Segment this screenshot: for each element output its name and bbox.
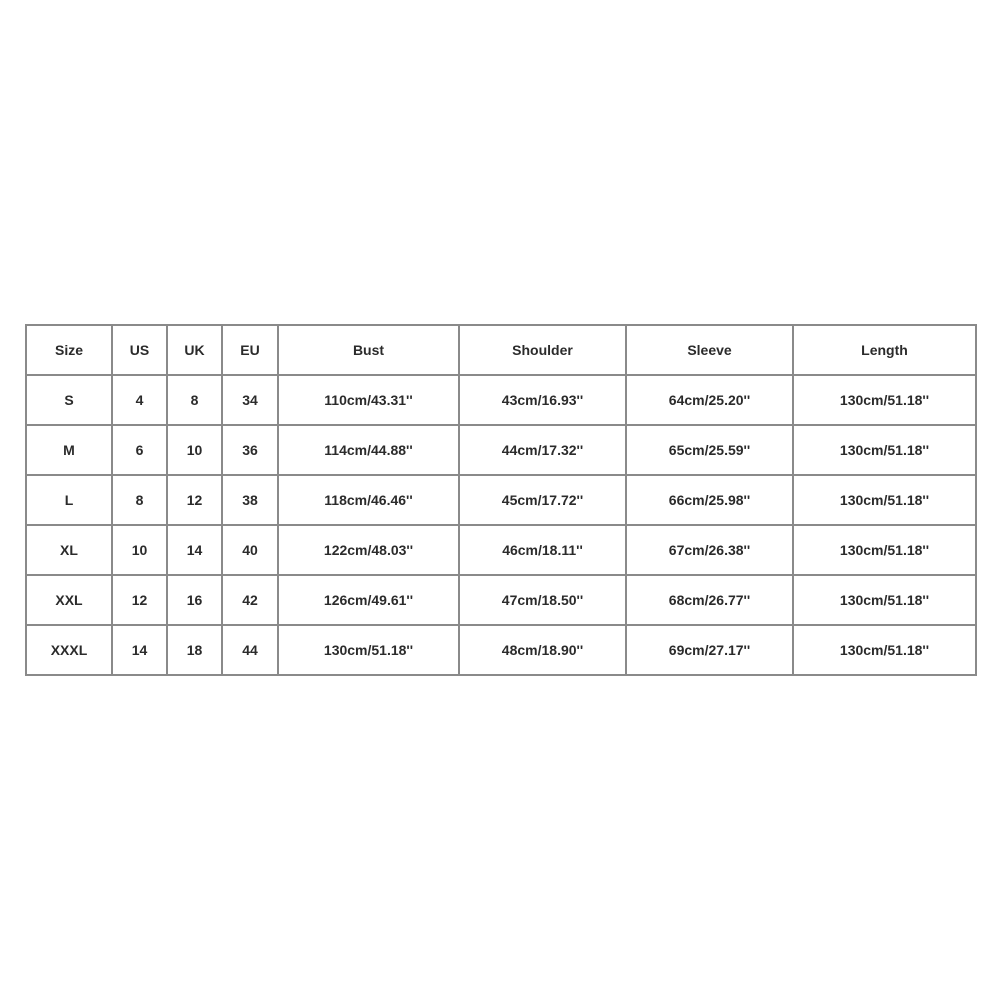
cell-eu: 40 bbox=[222, 525, 278, 575]
column-header-size: Size bbox=[26, 325, 112, 375]
cell-bust: 126cm/49.61'' bbox=[278, 575, 459, 625]
cell-shoulder: 44cm/17.32'' bbox=[459, 425, 626, 475]
cell-us: 10 bbox=[112, 525, 167, 575]
cell-shoulder: 47cm/18.50'' bbox=[459, 575, 626, 625]
cell-eu: 34 bbox=[222, 375, 278, 425]
cell-shoulder: 48cm/18.90'' bbox=[459, 625, 626, 675]
cell-uk: 14 bbox=[167, 525, 222, 575]
cell-sleeve: 68cm/26.77'' bbox=[626, 575, 793, 625]
cell-us: 8 bbox=[112, 475, 167, 525]
cell-uk: 16 bbox=[167, 575, 222, 625]
cell-length: 130cm/51.18'' bbox=[793, 575, 976, 625]
cell-length: 130cm/51.18'' bbox=[793, 425, 976, 475]
table-row bbox=[26, 525, 976, 575]
column-header-uk: UK bbox=[167, 325, 222, 375]
column-header-bust: Bust bbox=[278, 325, 459, 375]
cell-shoulder: 43cm/16.93'' bbox=[459, 375, 626, 425]
cell-us: 6 bbox=[112, 425, 167, 475]
cell-size: M bbox=[26, 425, 112, 475]
cell-sleeve: 67cm/26.38'' bbox=[626, 525, 793, 575]
cell-bust: 122cm/48.03'' bbox=[278, 525, 459, 575]
cell-eu: 38 bbox=[222, 475, 278, 525]
cell-length: 130cm/51.18'' bbox=[793, 475, 976, 525]
cell-shoulder: 46cm/18.11'' bbox=[459, 525, 626, 575]
cell-sleeve: 69cm/27.17'' bbox=[626, 625, 793, 675]
cell-uk: 18 bbox=[167, 625, 222, 675]
column-header-length: Length bbox=[793, 325, 976, 375]
cell-bust: 130cm/51.18'' bbox=[278, 625, 459, 675]
table-row bbox=[26, 425, 976, 475]
cell-size: XXXL bbox=[26, 625, 112, 675]
cell-sleeve: 64cm/25.20'' bbox=[626, 375, 793, 425]
table-row bbox=[26, 475, 976, 525]
column-header-eu: EU bbox=[222, 325, 278, 375]
cell-length: 130cm/51.18'' bbox=[793, 375, 976, 425]
cell-uk: 12 bbox=[167, 475, 222, 525]
table-row bbox=[26, 375, 976, 425]
cell-sleeve: 65cm/25.59'' bbox=[626, 425, 793, 475]
cell-eu: 42 bbox=[222, 575, 278, 625]
cell-uk: 8 bbox=[167, 375, 222, 425]
cell-size: XL bbox=[26, 525, 112, 575]
size-chart-table bbox=[25, 324, 977, 676]
cell-us: 14 bbox=[112, 625, 167, 675]
cell-size: S bbox=[26, 375, 112, 425]
cell-shoulder: 45cm/17.72'' bbox=[459, 475, 626, 525]
cell-bust: 110cm/43.31'' bbox=[278, 375, 459, 425]
cell-sleeve: 66cm/25.98'' bbox=[626, 475, 793, 525]
cell-bust: 118cm/46.46'' bbox=[278, 475, 459, 525]
table-row bbox=[26, 575, 976, 625]
table-row bbox=[26, 625, 976, 675]
column-header-shoulder: Shoulder bbox=[459, 325, 626, 375]
column-header-us: US bbox=[112, 325, 167, 375]
cell-us: 4 bbox=[112, 375, 167, 425]
column-header-sleeve: Sleeve bbox=[626, 325, 793, 375]
cell-bust: 114cm/44.88'' bbox=[278, 425, 459, 475]
cell-eu: 36 bbox=[222, 425, 278, 475]
cell-us: 12 bbox=[112, 575, 167, 625]
cell-eu: 44 bbox=[222, 625, 278, 675]
cell-uk: 10 bbox=[167, 425, 222, 475]
cell-size: L bbox=[26, 475, 112, 525]
header-row bbox=[26, 325, 976, 375]
cell-length: 130cm/51.18'' bbox=[793, 525, 976, 575]
cell-size: XXL bbox=[26, 575, 112, 625]
cell-length: 130cm/51.18'' bbox=[793, 625, 976, 675]
